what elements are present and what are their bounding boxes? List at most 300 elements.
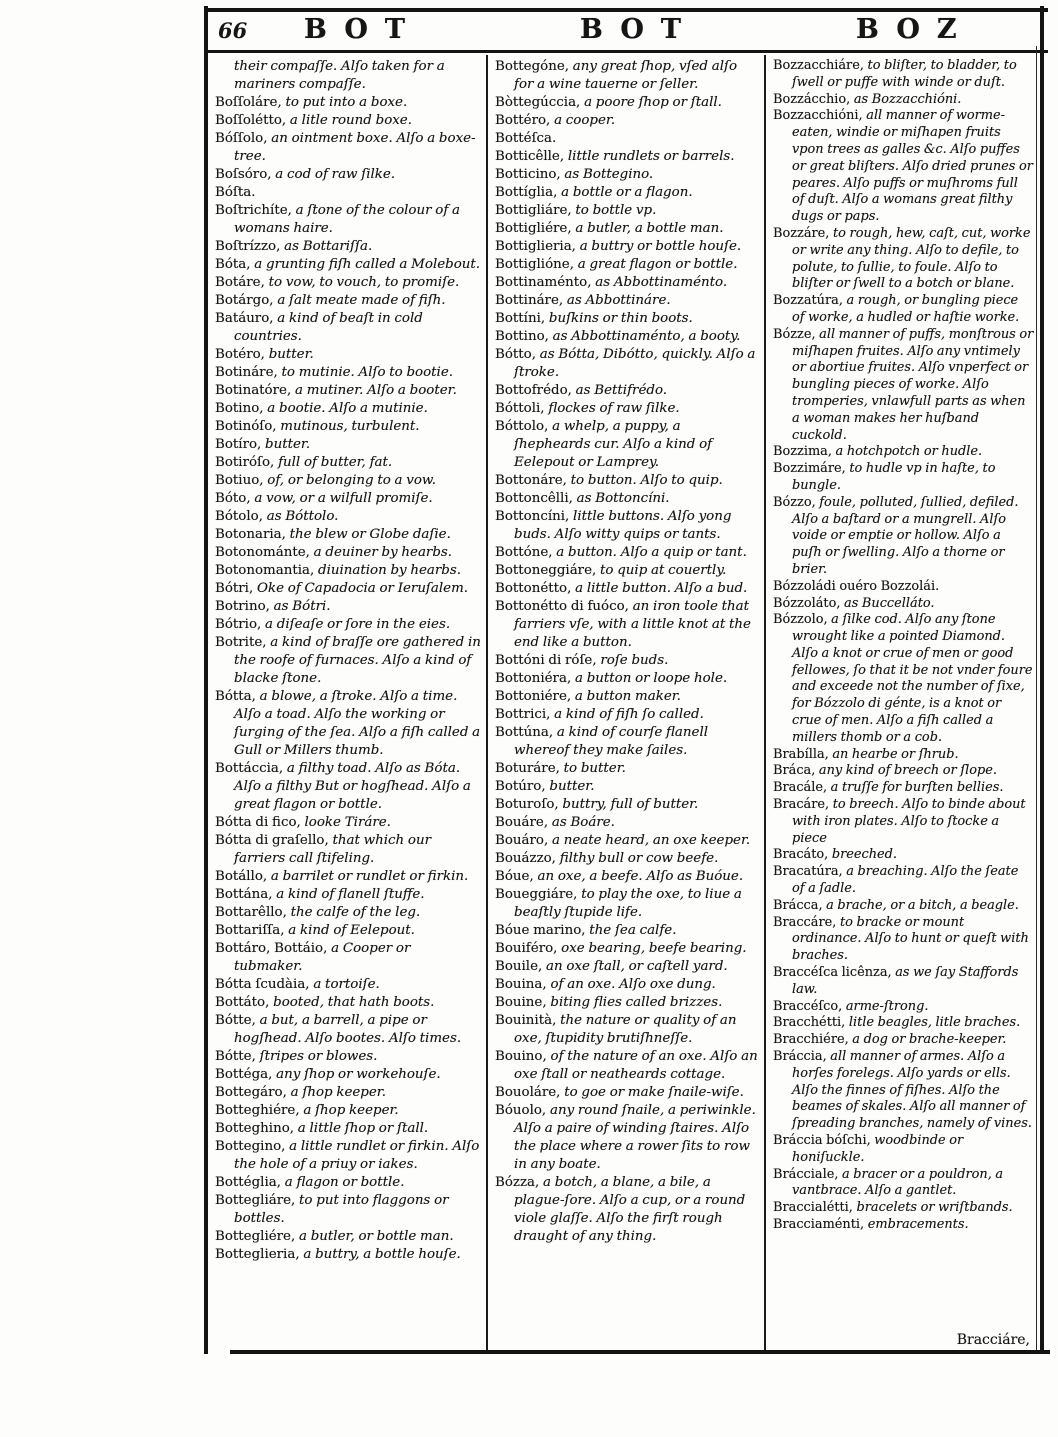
entry-headword: Bottegliére, [215,1229,296,1244]
entry-headword: Bozzima, [773,444,832,460]
dictionary-entry [488,400,764,418]
dictionary-entry [488,994,764,1012]
dictionary-entry [766,461,1038,495]
entry-definition: roſe buds. [596,653,669,668]
entry-headword: Bouine, [495,995,547,1010]
entry-definition: biting flies called brizzes. [546,995,723,1010]
dictionary-entry [488,724,764,760]
entry-definition: of, or belonging to a vow. [263,473,437,488]
running-title-2: BOT [580,14,698,45]
entry-headword: Bouáro, [495,833,549,848]
dictionary-entry [488,688,764,706]
dictionary-entry [208,490,486,508]
entry-definition: all manner of worme-eaten, windie or miſhapen fruits vpon trees as galles &c. Alſo puffes or great bliſters. Alſo dried prunes or peares. Alſo puffs or muſhroms full of duſt. Alſo a womans great filthy dugs or paps. [792,108,1033,225]
entry-definition: as Abbottinaménto, a booty. [548,329,741,344]
entry-headword: Bottiglióne, [495,257,574,272]
entry-headword: Bozzácchio, [773,91,851,107]
entry-definition: a truſſe for burſten bellies. [827,780,1004,796]
entry-definition: a butler, a bottle man. [571,221,724,236]
entry-definition: a ſilke cod. Alſo any ſtone wrought like a pointed Diamond. Alſo a knot or crue of men or good fellowes, ſo that it be not vnder foure and exceede not the number of ſixe, for Bózzolo di génte, is a knot or crue of men. Alſo a fiſh called a millers thomb or a cob. [792,612,1033,745]
dictionary-entry [488,238,764,256]
entry-headword: Botárgo, [215,293,274,308]
entry-definition: any great ſhop, vſed alſo for a wine tauerne or ſeller. [514,59,738,92]
entry-headword: Bouino, [495,1049,547,1064]
entry-headword: Botállo, [215,869,268,884]
dictionary-entry [488,706,764,724]
entry-definition: butter. [545,779,595,794]
entry-definition: diuination by hearbs. [314,563,462,578]
column-1 [208,53,486,1350]
entry-headword: Bótta ſcudàia, [215,977,310,992]
entry-headword: Bracále, [773,780,828,796]
entry-definition: embracements. [864,1216,969,1232]
dictionary-entry [488,328,764,346]
entry-headword: Bottofrédo, [495,383,572,398]
dictionary-entry [488,778,764,796]
dictionary-entry [488,796,764,814]
dictionary-entry [208,166,486,184]
entry-headword: Bózzolo, [773,612,828,628]
entry-definition: a deuiner by hearbs. [309,545,453,560]
entry-definition: any kind of breech or ſlope. [815,763,997,779]
dictionary-entry [208,292,486,310]
dictionary-entry [208,202,486,238]
dictionary-entry [208,436,486,454]
dictionary-entry [766,596,1038,613]
entry-headword: Botrino, [215,599,270,614]
entry-definition: a barrilet or rundlet or firkin. [267,869,469,884]
dictionary-entry [488,1048,764,1084]
dictionary-entry [766,1133,1038,1167]
entry-definition: a neate heard, an oxe keeper. [548,833,751,848]
dictionary-entry [208,1192,486,1228]
dictionary-entry [488,184,764,202]
entry-headword: Bózzoládi ouéro Bozzolái. [773,578,940,594]
entry-headword: Boſſolétto, [215,113,287,128]
entry-definition: a bootie. Alſo a mutinie. [263,401,428,416]
entry-headword: Bozzacchiáre, [773,58,864,73]
dictionary-entry [208,400,486,418]
entry-headword: Bottegliáre, [215,1193,296,1208]
dictionary-entry [208,130,486,166]
dictionary-entry [208,184,486,202]
entry-definition: a whelp, a puppy, a ſhepheards cur. Alſo a kind of Eelepout or Lamprey. [514,419,713,470]
dictionary-entry [766,847,1038,864]
entry-definition: a kind of courſe flanell whereof they make ſailes. [514,725,709,758]
dictionary-entry [488,274,764,292]
dictionary-entry [488,1174,764,1246]
dictionary-entry [766,999,1038,1016]
dictionary-entry [208,58,486,94]
dictionary-entry [488,922,764,940]
catchword: Bracciáre, [956,1332,1030,1348]
dictionary-entry [766,92,1038,109]
entry-definition: a vow, or a wilfull promiſe. [250,491,433,506]
dictionary-entry [488,202,764,220]
entry-definition: a cod of raw ſilke. [271,167,396,182]
entry-definition: an oxe, a beefe. Alſo as Buóue. [533,869,744,884]
entry-headword: Bottonétto di fuóco, [495,599,629,614]
entry-headword: Bózzo, [773,494,816,510]
entry-headword: Botáre, [215,275,265,290]
entry-headword: Bottarêllo, [215,905,287,920]
entry-definition: booted, that hath boots. [269,995,435,1010]
dictionary-entry [488,670,764,688]
column-3 [766,53,1038,1350]
entry-headword: Bracáre, [773,797,830,813]
dictionary-entry [488,1102,764,1174]
entry-definition: as Bottariſſa. [280,239,373,254]
entry-definition: of an oxe. Alſo oxe dung. [546,977,716,992]
entry-definition: buttry, full of butter. [558,797,699,812]
entry-headword: Braccialétti, [773,1200,853,1216]
entry-definition: a cooper. [550,113,616,128]
entry-definition: little rundlets or barrels. [564,149,735,164]
dictionary-entry [208,508,486,526]
dictionary-entry [208,634,486,688]
dictionary-entry [488,958,764,976]
entry-definition: a flagon or bottle. [280,1175,405,1190]
entry-headword: Bráccia bóſchi, [773,1133,871,1148]
page-frame [204,6,1044,1354]
entry-headword: Botticêlle, [495,149,565,164]
entry-definition: any round ſnaile, a periwinkle. Alſo a paire of winding ſtaires. Alſo the place where a rower ſits to row in any boate. [514,1103,756,1172]
entry-headword: Botteglieria, [215,1247,300,1262]
entry-headword: Bottoniére, [495,689,572,704]
dictionary-entry [208,418,486,436]
entry-headword: Bottíglia, [495,185,558,200]
entry-definition: to bottle vp. [571,203,657,218]
dictionary-entry [488,382,764,400]
entry-headword: Bottino, [495,329,549,344]
dictionary-entry [208,688,486,760]
entry-definition: to play the oxe, to liue a beaſtly ſtupide life. [514,887,742,920]
dictionary-entry [208,382,486,400]
dictionary-entry [488,220,764,238]
dictionary-entry [488,310,764,328]
entry-definition: a diſeaſe or ſore in the eies. [261,617,451,632]
entry-headword: Bottúna, [495,725,554,740]
entry-definition: the calfe of the leg. [286,905,421,920]
entry-headword: Bottiglieria, [495,239,576,254]
entry-definition: a ſhop keeper. [286,1085,386,1100]
entry-headword: Bóta, [215,257,251,272]
entry-definition: a hotchpotch or hudle. [831,444,983,460]
dictionary-entry [208,274,486,292]
entry-definition: an iron toole that farriers vſe, with a little knot at the end like a button. [514,599,751,650]
entry-definition: a button maker. [571,689,681,704]
entry-headword: Bottoneggiáre, [495,563,597,578]
dictionary-entry [766,1167,1038,1201]
dictionary-entry [208,256,486,274]
dictionary-entry [488,490,764,508]
entry-headword: Bottoncíni, [495,509,570,524]
dictionary-entry [766,612,1038,746]
entry-headword: Bottigliáre, [495,203,572,218]
entry-definition: a but, a barrell, a pipe or hogſhead. Alſo bootes. Alſo times. [234,1013,462,1046]
entry-headword: Batáuro, [215,311,274,326]
entry-headword: Bráccia, [773,1049,827,1065]
dictionary-entry [766,898,1038,915]
entry-headword: Bottána, [215,887,273,902]
entry-headword: Bóſſolo, [215,131,268,146]
entry-definition: a blowe, a ſtroke. Alſo a time. Alſo a toad. Alſo the working or ſurging of the ſea. Alſo a fiſh called a Gull or Millers thumb. [234,689,481,758]
entry-definition: a kind of fiſh ſo called. [550,707,704,722]
entry-headword: Botiuo, [215,473,264,488]
entry-headword: Bózzoláto, [773,595,841,611]
page-number: 66 [218,18,248,43]
entry-definition: a litle round boxe. [286,113,412,128]
entry-headword: Bottéſca. [495,131,557,146]
dictionary-entry [766,58,1038,92]
entry-definition: an ointment boxe. Alſo a boxe-tree. [234,131,476,164]
dictionary-entry [208,1246,486,1264]
entry-headword: Botinóſo, [215,419,277,434]
entry-definition: to put into a boxe. [281,95,408,110]
entry-headword: Boturáre, [495,761,560,776]
dictionary-entry [766,1032,1038,1049]
entry-definition: as Bottoncíni. [572,491,670,506]
dictionary-entry [766,915,1038,965]
entry-definition: all manner of armes. Alſo a horſes forelegs. Alſo yards or ells. Alſo the finnes of fiſhes. Alſo the beames of skales. Alſo all manner of ſpreading branches, namely of vines. [792,1049,1032,1132]
entry-definition: to vow, to vouch, to promiſe. [264,275,460,290]
dictionary-entry [766,965,1038,999]
entry-definition: a ſalt meate made of fiſh. [273,293,446,308]
entry-definition: as we ſay Staffords law. [792,965,1019,997]
dictionary-entry [208,1228,486,1246]
entry-definition: to rough, hew, caſt, cut, worke or write any thing. Alſo to defile, to polute, to ſullie, to foule. Alſo to bliſter or ſwell to a botch or blane. [792,225,1031,292]
entry-headword: Botonaria, [215,527,286,542]
entry-headword: Bottonáre, [495,473,567,488]
entry-definition: looke Tiráre. [300,815,391,830]
entry-definition: a button or loope hole. [571,671,728,686]
entry-definition: the ſea calfe. [585,923,677,938]
entry-headword: Bóttoli, [495,401,545,416]
entry-headword: Botteghiére, [215,1103,300,1118]
entry-definition: mutinous, turbulent. [276,419,420,434]
entry-headword: Brácciale, [773,1166,839,1182]
dictionary-entry [208,112,486,130]
entry-definition: a kind of beaſt in cold countries. [234,311,423,344]
running-title-1: BOT [304,14,422,45]
entry-headword: Bottegáro, [215,1085,287,1100]
entry-headword: Bótolo, [215,509,263,524]
entry-definition: breeched. [828,847,898,863]
dictionary-entry [766,864,1038,898]
dictionary-entry [488,976,764,994]
entry-headword: Boſſoláre, [215,95,282,110]
entry-headword: Botrite, [215,635,267,650]
dictionary-entry [488,148,764,166]
dictionary-entry [488,256,764,274]
entry-definition: to quip at couertly. [596,563,727,578]
entry-headword: Botonománte, [215,545,310,560]
dictionary-entry [766,495,1038,579]
entry-headword: Bottináre, [495,293,564,308]
entry-definition: to put into flaggons or bottles. [234,1193,449,1226]
entry-headword: Bótri, [215,581,254,596]
entry-headword: Bracáto, [773,847,829,863]
dictionary-entry [488,346,764,382]
entry-headword: Bózze, [773,326,816,342]
dictionary-entry [766,1200,1038,1217]
entry-headword: Bottariſſa, [215,923,285,938]
dictionary-entry [766,226,1038,293]
dictionary-entry [488,868,764,886]
page-header [208,12,1040,50]
dictionary-entry [208,364,486,382]
entry-headword: Bottegóne, [495,59,570,74]
entry-headword: Bóue, [495,869,534,884]
dictionary-entry [208,994,486,1012]
entry-headword: Bottóni di róſe, [495,653,597,668]
entry-definition: to bliſter, to bladder, to ſwell or puffe with winde or duſt. [792,58,1017,90]
entry-definition: arme-ſtrong. [842,998,929,1014]
dictionary-entry [208,832,486,868]
entry-headword: Braccéſco, [773,998,843,1014]
entry-headword: Brácca, [773,897,823,913]
entry-headword: Botúro, [495,779,546,794]
entry-headword: Braccéſca licênza, [773,965,892,981]
dictionary-entry [488,652,764,670]
entry-headword: Bótte, [215,1049,256,1064]
entry-headword: Bottoncêlli, [495,491,573,506]
entry-definition: the nature or quality of an oxe, ſtupidity brutiſhneſſe. [514,1013,737,1046]
entry-definition: a poore ſhop or ſtall. [580,95,722,110]
dictionary-entry [208,580,486,598]
dictionary-entry [488,940,764,958]
entry-definition: the blew or Globe daſie. [285,527,451,542]
entry-definition: a great flagon or bottle. [573,257,738,272]
entry-headword: Bózza, [495,1175,540,1190]
dictionary-entry [488,1012,764,1048]
entry-definition: to breech. Alſo to binde about with iron plates. Alſo to ſtocke a piece [792,797,1026,846]
entry-definition: a little button. Alſo a bud. [571,581,748,596]
entry-headword: Bótta di graſello, [215,833,329,848]
entry-definition: a buttry, a bottle houſe. [299,1247,461,1262]
dictionary-entry [208,238,486,256]
dictionary-entry [488,130,764,148]
entry-definition: that which our farriers call ſtifeling. [234,833,431,866]
entry-headword: Bottíni, [495,311,546,326]
entry-definition: any ſhop or workehouſe. [272,1067,441,1082]
entry-definition: a Cooper or tubmaker. [234,941,411,974]
entry-definition: a kind of Eelepout. [284,923,415,938]
running-title-3: BOZ [856,14,974,45]
dictionary-entry [488,760,764,778]
dictionary-entry [208,526,486,544]
inner-right-rule [1036,46,1037,1350]
dictionary-entry [208,904,486,922]
entry-headword: Bouáre, [495,815,549,830]
entry-headword: Bottrici, [495,707,551,722]
entry-definition: little buttons. Alſo yong buds. Alſo witty quips or tants. [514,509,732,542]
entry-definition: as Bóttolo. [262,509,339,524]
dictionary-entry [488,832,764,850]
entry-headword: Bouiféro, [495,941,558,956]
entry-definition: bracelets or wriſtbands. [852,1200,1013,1216]
entry-headword: Botticino, [495,167,561,182]
entry-definition: woodbinde or honiſuckle. [792,1133,964,1165]
dictionary-entry [766,1217,1038,1234]
dictionary-entry [208,472,486,490]
dictionary-entry [208,454,486,472]
entry-definition: of the nature of an oxe. Alſo an oxe ſtall or neatheards cottage. [514,1049,758,1082]
entry-headword: Bóue marino, [495,923,586,938]
entry-headword: Bottáro, Bottáio, [215,941,328,956]
dictionary-entry [766,747,1038,764]
entry-definition: a kind of flanell ſtuffe. [272,887,425,902]
dictionary-entry [488,1084,764,1102]
entry-definition: all manner of puffs, monſtrous or miſhapen fruites. Alſo any vntimely or abortiue fruites. Alſo vnperfect or bungling pieces of worke. Alſo tromperies, vnlawfull parts as when a woman makes her huſband cuckold. [792,326,1034,443]
entry-definition: as Bozzacchióni. [850,91,962,107]
dictionary-entry [208,1084,486,1102]
entry-definition: as Boáre. [548,815,615,830]
entry-headword: Botonomantia, [215,563,315,578]
entry-definition: oxe bearing, beefe bearing. [557,941,747,956]
dictionary-entry [488,292,764,310]
entry-headword: Botinatóre, [215,383,292,398]
entry-headword: Braccáre, [773,914,837,930]
dictionary-entry [488,166,764,184]
dictionary-entry [208,310,486,346]
entry-headword: Bótta di fico, [215,815,301,830]
dictionary-entry [208,976,486,994]
dictionary-entry [208,1174,486,1192]
dictionary-entry [766,327,1038,445]
entry-definition: a tortoiſe. [309,977,380,992]
entry-headword: Brabílla, [773,746,829,762]
entry-headword: Botíro, [215,437,262,452]
entry-headword: Bottáto, [215,995,270,1010]
entry-headword: Bottegino, [215,1139,286,1154]
entry-headword: Boueggiáre, [495,887,578,902]
entry-headword: Bouile, [495,959,543,974]
dictionary-entry [766,763,1038,780]
entry-headword: Bottinaménto, [495,275,592,290]
entry-headword: Bozzimáre, [773,461,846,477]
entry-headword: Bóſta. [215,185,256,200]
entry-headword: Botino, [215,401,264,416]
entry-headword: Bozzacchióni, [773,108,863,124]
entry-definition: a botch, a blane, a bile, a plague-ſore. Alſo a cup, or a round viole glaſſe. Alſo the firſt rough draught of any thing. [514,1175,746,1244]
dictionary-entry [766,797,1038,847]
dictionary-entry [208,1066,486,1084]
entry-headword: Bouázzo, [495,851,556,866]
dictionary-entry [766,293,1038,327]
entry-headword: Botteghino, [215,1121,295,1136]
dictionary-entry [208,1012,486,1048]
entry-headword: Boſsóro, [215,167,272,182]
dictionary-entry [208,940,486,976]
dictionary-entry [488,562,764,580]
entry-definition: a kind of braſſe ore gathered in the roofe of furnaces. Alſo a kind of blacke ſtone. [234,635,481,686]
entry-definition: to bracke or mount ordinance. Alſo to hunt or queſt with braches. [792,914,1029,964]
entry-headword: Bouoláre, [495,1085,561,1100]
entry-definition: to button. Alſo to quip. [566,473,723,488]
entry-headword: Bouina, [495,977,547,992]
dictionary-entry [488,580,764,598]
entry-definition: a button. Alſo a quip or tant. [552,545,747,560]
dictionary-entry [208,1102,486,1120]
entry-headword: Bottáccia, [215,761,284,776]
dictionary-entry [488,508,764,544]
entry-headword: Bóuolo, [495,1103,547,1118]
entry-definition: a brache, or a bitch, a beagle. [822,897,1019,913]
entry-headword: Bóto, [215,491,251,506]
entry-definition: an oxe ſtall, or caſtell yard. [542,959,728,974]
entry-definition: a ſhop keeper. [299,1103,399,1118]
